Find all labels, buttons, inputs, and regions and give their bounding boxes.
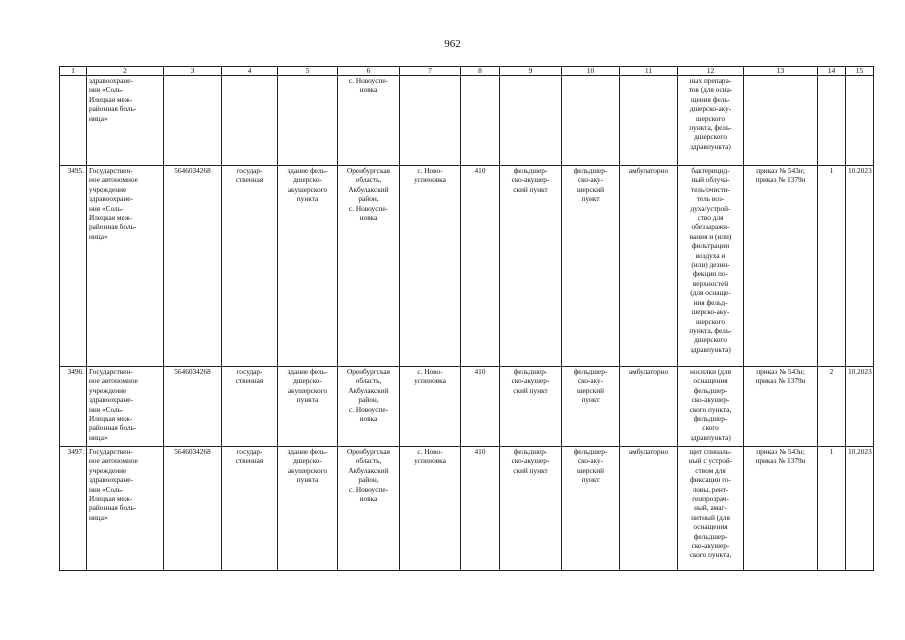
locality-cell: с. Ново- успеновка [400,367,461,447]
date-cell: 10.2023 [846,367,874,447]
address-cell: Оренбургская область, Акбулакский район, с. Новоуспе- новка [338,447,400,571]
building-cell: здание фель- дшерско- акушерского пункта [278,367,338,447]
column-header: 10 [562,67,620,76]
column-header: 5 [278,67,338,76]
quantity-cell: 1 [818,166,846,367]
registry-table [59,66,874,571]
table-row [60,367,874,447]
order-cell: приказ № 543н; приказ № 1379н [744,367,818,447]
unit-name-cell: фельдшер- ско-аку- шерский пункт [562,166,620,367]
quantity-cell: 2 [818,367,846,447]
address-cell: с. Новоуспе- новка [338,76,400,166]
column-header: 13 [744,67,818,76]
unit-type-cell: фельдшер- ско-акушер- ский пункт [500,367,562,447]
column-header: 2 [87,67,164,76]
column-header: 6 [338,67,400,76]
quantity-cell [818,76,846,166]
column-header: 4 [222,67,278,76]
ownership-cell [222,76,278,166]
address-cell: Оренбургская область, Акбулакский район, с. Новоуспе- новка [338,367,400,447]
code-cell: 410 [461,166,500,367]
equipment-cell: ных препара- тов (для осна- щения фель- дшерско-аку- шерского пункта, фель- дшерского здравпункта) [678,76,744,166]
equipment-cell: щит спиналь- ный с устрой- ством для фиксации го- ловы, рент- генпрозрач- ный, амаг- нитный (для оснащения фельдшер- ско-акушер- ского пункта, [678,447,744,571]
column-header: 15 [846,67,874,76]
code-cell [461,76,500,166]
organization-cell: Государствен- ное автономное учреждение здравоохране- ния «Соль- Илецкая меж- районная боль- ница» [87,447,164,571]
column-header: 9 [500,67,562,76]
inn-cell: 5646034268 [164,166,222,367]
header-row [60,67,874,76]
building-cell: здание фель- дшерско- акушерского пункта [278,447,338,571]
table-row [60,166,874,367]
equipment-cell: бактерицид- ный облуча- тель/очисти- тель воз- духа/устрой- ство для обеззаражи- вания и (или) фильтрации воздуха и (или) дезин- фекции по- верхностей (для оснаще- ния фельд- шерско-аку- шерского пункта, фель- дшерского здравпункта) [678,166,744,367]
row-number: 3497. [60,447,87,571]
order-cell: приказ № 543н; приказ № 1379н [744,447,818,571]
inn-cell: 5646034268 [164,447,222,571]
locality-cell: с. Ново- успеновка [400,447,461,571]
column-header: 8 [461,67,500,76]
order-cell: приказ № 543н; приказ № 1379н [744,166,818,367]
quantity-cell: 1 [818,447,846,571]
care-type-cell: амбулаторно [620,447,678,571]
column-header: 14 [818,67,846,76]
unit-name-cell: фельдшер- ско-аку- шерский пункт [562,367,620,447]
date-cell: 10.2023 [846,447,874,571]
unit-type-cell [500,76,562,166]
page-number: 962 [444,38,461,50]
column-header: 3 [164,67,222,76]
date-cell: 10.2023 [846,166,874,367]
address-cell: Оренбургская область, Акбулакский район, с. Новоуспе- новка [338,166,400,367]
code-cell: 410 [461,367,500,447]
unit-type-cell: фельдшер- ско-акушер- ский пункт [500,166,562,367]
care-type-cell: амбулаторно [620,367,678,447]
organization-cell: Государствен- ное автономное учреждение здравоохране- ния «Соль- Илецкая меж- районная боль- ница» [87,166,164,367]
ownership-cell: государ- ственная [222,166,278,367]
organization-cell: Государствен- ное автономное учреждение здравоохране- ния «Соль- Илецкая меж- районная боль- ница» [87,367,164,447]
equipment-cell: носилки (для оснащения фельдшер- ско-акушер- ского пункта, фельдшер- ского здравпункта) [678,367,744,447]
unit-name-cell: фельдшер- ско-аку- шерский пункт [562,447,620,571]
unit-name-cell [562,76,620,166]
building-cell [278,76,338,166]
row-number [60,76,87,166]
row-number: 3496. [60,367,87,447]
row-number: 3495. [60,166,87,367]
column-header: 7 [400,67,461,76]
table-row [60,76,874,166]
unit-type-cell: фельдшер- ско-акушер- ский пункт [500,447,562,571]
inn-cell: 5646034268 [164,367,222,447]
building-cell: здание фель- дшерско- акушерского пункта [278,166,338,367]
inn-cell [164,76,222,166]
order-cell [744,76,818,166]
table-row [60,447,874,571]
ownership-cell: государ- ственная [222,447,278,571]
care-type-cell: амбулаторно [620,166,678,367]
code-cell: 410 [461,447,500,571]
column-header: 1 [60,67,87,76]
column-header: 11 [620,67,678,76]
locality-cell: с. Ново- успеновка [400,166,461,367]
locality-cell [400,76,461,166]
column-header: 12 [678,67,744,76]
ownership-cell: государ- ственная [222,367,278,447]
organization-cell: здравоохране- ния «Соль- Илецкая меж- районная боль- ница» [87,76,164,166]
care-type-cell [620,76,678,166]
date-cell [846,76,874,166]
